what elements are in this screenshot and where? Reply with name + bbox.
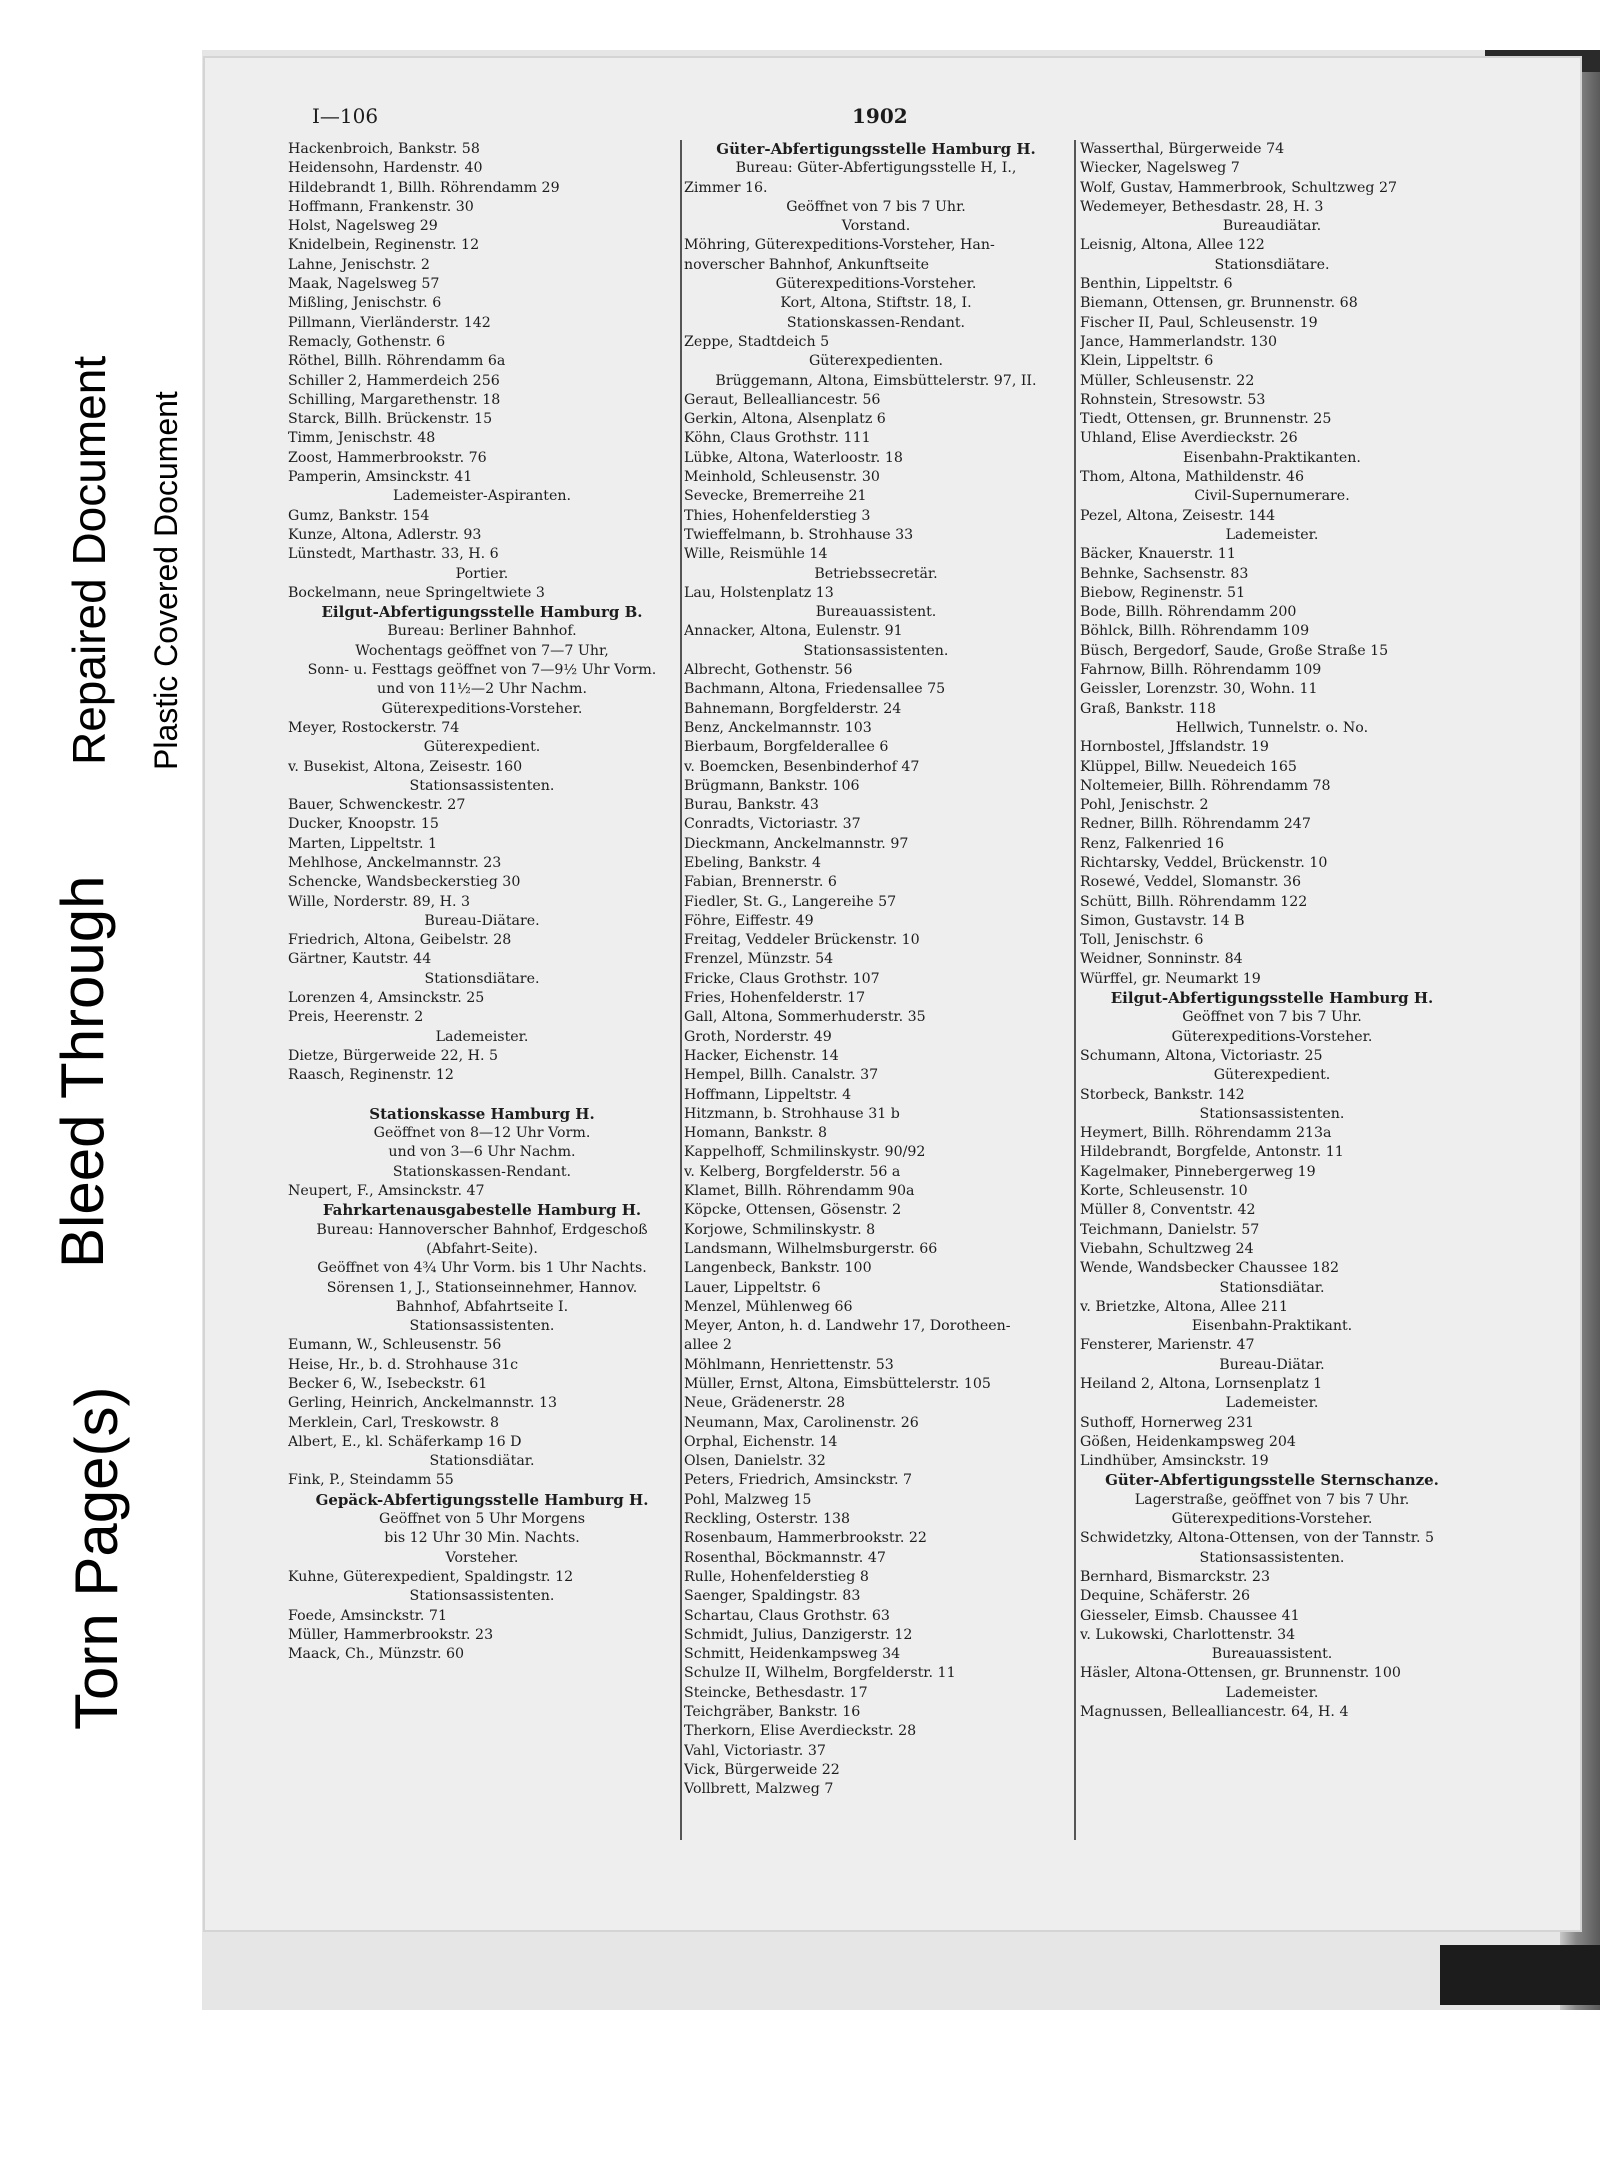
directory-entry: Lübke, Altona, Waterloostr. 18 [684,449,903,466]
directory-entry: Vick, Bürgerweide 22 [684,1761,840,1778]
section-subheading: Stationsassistenten. [1199,1105,1345,1122]
directory-entry: v. Lukowski, Charlottenstr. 34 [1080,1626,1296,1643]
directory-entry: Wolf, Gustav, Hammerbrook, Schultzweg 27 [1080,179,1398,196]
directory-entry: Heidensohn, Hardenstr. 40 [288,160,483,177]
section-subheading: Güterexpedient. [423,739,541,756]
directory-entry: Wille, Norderstr. 89, H. 3 [288,893,471,910]
directory-entry: Gumz, Bankstr. 154 [288,507,430,524]
directory-entry: Langenbeck, Bankstr. 100 [684,1260,872,1277]
section-subheading: Lademeister. [1225,526,1319,543]
directory-entry: Schütt, Billh. Röhrendamm 122 [1080,893,1308,910]
section-subheading: Bureau-Diätar. [1219,1356,1325,1373]
section-subheading: Güterexpeditions-Vorsteher. [1171,1028,1373,1045]
directory-entry: Thies, Hohenfelderstieg 3 [684,507,871,524]
directory-entry: Müller, Hammerbrookstr. 23 [288,1626,494,1643]
section-subheading: und von 3—6 Uhr Nachm. [388,1144,576,1161]
directory-entry: Neue, Grädenerstr. 28 [684,1395,846,1412]
directory-entry: Suthoff, Hornerweg 231 [1080,1414,1255,1431]
directory-entry: Remacly, Gothenstr. 6 [288,333,446,350]
directory-entry: Annacker, Altona, Eulenstr. 91 [684,623,903,640]
directory-entry: v. Boemcken, Besenbinderhof 47 [684,758,920,775]
directory-entry: Bäcker, Knauerstr. 11 [1080,546,1236,563]
directory-entry: Würffel, gr. Neumarkt 19 [1080,970,1261,987]
directory-entry: Röthel, Billh. Röhrendamm 6a [288,353,506,370]
directory-entry: Wende, Wandsbecker Chaussee 182 [1080,1260,1340,1277]
directory-entry: Fricke, Claus Grothstr. 107 [684,970,880,987]
stamp-repaired-document: Repaired Document [63,355,115,765]
directory-entry: Gößen, Heidenkampsweg 204 [1080,1433,1296,1450]
directory-entry: v. Brietzke, Altona, Allee 211 [1080,1298,1289,1315]
directory-entry: Möhlmann, Henriettenstr. 53 [684,1356,894,1373]
directory-entry: Mißling, Jenischstr. 6 [288,295,442,312]
section-subheading: Eisenbahn-Praktikanten. [1183,449,1361,466]
section-subheading: Bureauassistent. [815,604,937,621]
directory-entry: Graß, Bankstr. 118 [1080,700,1216,717]
section-subheading: Stationsdiätar. [429,1453,535,1470]
directory-entry: v. Busekist, Altona, Zeisestr. 160 [288,758,523,775]
directory-entry: Schiller 2, Hammerdeich 256 [288,372,500,389]
section-subheading: Güterexpedienten. [808,353,944,370]
directory-entry: Schencke, Wandsbeckerstieg 30 [288,874,521,891]
directory-entry: Heise, Hr., b. d. Strohhause 31c [288,1356,519,1373]
directory-entry: Meinhold, Schleusenstr. 30 [684,469,880,486]
section-subheading: Bahnhof, Abfahrtseite I. [395,1298,569,1315]
directory-entry: Benz, Anckelmannstr. 103 [684,719,872,736]
directory-entry: Schmitt, Heidenkampsweg 34 [684,1646,901,1663]
directory-entry: Groth, Norderstr. 49 [684,1028,832,1045]
directory-entry: Zeppe, Stadtdeich 5 [684,333,830,350]
section-subheading: Stationsassistenten. [803,642,949,659]
directory-entry: Dequine, Schäferstr. 26 [1080,1588,1251,1605]
directory-entry: Thom, Altona, Mathildenstr. 46 [1080,469,1305,486]
section-subheading: Stationsassistenten. [409,1318,555,1335]
section-subheading: und von 11½—2 Uhr Nachm. [377,681,587,698]
directory-entry: v. Kelberg, Borgfelderstr. 56 a [684,1163,901,1180]
directory-entry: Köhn, Claus Grothstr. 111 [684,430,871,447]
directory-entry: Korte, Schleusenstr. 10 [1080,1183,1248,1200]
directory-entry: Lindhüber, Amsinckstr. 19 [1080,1453,1269,1470]
section-subheading: Geöffnet von 7 bis 7 Uhr. [786,198,966,215]
directory-entry: Hornbostel, Jffslandstr. 19 [1080,739,1269,756]
section-heading: Güter-Abfertigungsstelle Sternschanze. [1105,1471,1439,1490]
directory-entry: Neumann, Max, Carolinenstr. 26 [684,1414,919,1431]
section-heading: Gepäck-Abfertigungsstelle Hamburg H. [315,1490,649,1509]
directory-entry: Pillmann, Vierländerstr. 142 [288,314,491,331]
directory-entry: Hackenbroich, Bankstr. 58 [288,141,480,157]
directory-entry: Klüppel, Billw. Neuedeich 165 [1080,758,1297,775]
directory-entry: Schulze II, Wilhelm, Borgfelderstr. 11 [684,1665,956,1682]
directory-entry: Simon, Gustavstr. 14 B [1080,912,1245,929]
directory-entry: Pezel, Altona, Zeisestr. 144 [1080,507,1276,524]
directory-entry: Büsch, Bergedorf, Saude, Große Straße 15 [1080,642,1389,659]
directory-entry: Ducker, Knoopstr. 15 [288,816,439,833]
directory-entry: Geraut, Bellealliancestr. 56 [684,391,881,408]
scan-marker-bottom [1440,1945,1600,2005]
directory-entry: Fahrnow, Billh. Röhrendamm 109 [1080,662,1322,679]
directory-entry: Albert, E., kl. Schäferkamp 16 D [288,1433,522,1450]
directory-entry: Rulle, Hohenfelderstieg 8 [684,1568,869,1585]
directory-entry: Geissler, Lorenzstr. 30, Wohn. 11 [1080,681,1318,698]
section-subheading: Stationsassistenten. [1199,1549,1345,1566]
directory-entry: Müller, Schleusenstr. 22 [1080,372,1255,389]
directory-entry: Knidelbein, Reginenstr. 12 [288,237,480,254]
directory-entry: Timm, Jenischstr. 48 [288,430,436,447]
directory-entry: Weidner, Sonninstr. 84 [1080,951,1243,968]
section-subheading: Bureau: Hannoverscher Bahnhof, Erdgeschoß [316,1221,648,1238]
column-middle [684,140,1068,1800]
section-subheading: Geöffnet von 7 bis 7 Uhr. [1182,1009,1362,1026]
directory-entry: Bachmann, Altona, Friedensallee 75 [684,681,946,698]
directory-entry: Uhland, Elise Averdieckstr. 26 [1080,430,1298,447]
directory-entry: Hitzmann, b. Strohhause 31 b [684,1105,900,1122]
directory-entry: Wedemeyer, Bethesdastr. 28, H. 3 [1080,198,1324,215]
directory-entry: Viebahn, Schultzweg 24 [1080,1240,1254,1257]
directory-entry: Raasch, Reginenstr. 12 [288,1067,454,1084]
directory-entry: Renz, Falkenried 16 [1080,835,1225,852]
directory-entry: Rosenthal, Böckmannstr. 47 [684,1549,886,1566]
directory-entry: Wiecker, Nagelsweg 7 [1080,160,1240,177]
column-left [288,140,676,1664]
directory-entry: Heymert, Billh. Röhrendamm 213a [1080,1125,1332,1142]
section-subheading: bis 12 Uhr 30 Min. Nachts. [384,1530,580,1547]
section-subheading: Güterexpedient. [1213,1067,1331,1084]
directory-entry: Bauer, Schwenckestr. 27 [288,797,466,814]
section-subheading: Lagerstraße, geöffnet von 7 bis 7 Uhr. [1134,1491,1410,1508]
section-heading: Eilgut-Abfertigungsstelle Hamburg B. [321,603,643,622]
section-subheading: Vorsteher. [445,1549,519,1566]
column-divider [680,140,682,1840]
directory-entry: Teichmann, Danielstr. 57 [1080,1221,1260,1238]
section-subheading: Brüggemann, Altona, Eimsbüttelerstr. 97, II. [715,372,1037,389]
directory-entry: Lorenzen 4, Amsinckstr. 25 [288,990,485,1007]
directory-entry: Olsen, Danielstr. 32 [684,1453,826,1470]
section-subheading: Bureaudiätar. [1222,218,1322,235]
directory-entry: Holst, Nagelsweg 29 [288,218,438,235]
section-subheading: Geöffnet von 8—12 Uhr Vorm. [373,1125,591,1142]
directory-entry: Dietze, Bürgerweide 22, H. 5 [288,1047,499,1064]
directory-entry: Tiedt, Ottensen, gr. Brunnenstr. 25 [1080,411,1332,428]
stamp-bleed-through: Bleed Through [49,875,116,1268]
directory-entry: Schmidt, Julius, Danzigerstr. 12 [684,1626,913,1643]
directory-entry: Müller 8, Conventstr. 42 [1080,1202,1256,1219]
directory-entry: Lünstedt, Marthastr. 33, H. 6 [288,546,499,563]
directory-entry: Noltemeier, Billh. Röhrendamm 78 [1080,777,1331,794]
stamp-torn-pages: Torn Page(s) [63,1386,130,1730]
directory-entry: Heiland 2, Altona, Lornsenplatz 1 [1080,1376,1323,1392]
directory-entry: Pohl, Jenischstr. 2 [1080,797,1209,814]
directory-entry: Bode, Billh. Röhrendamm 200 [1080,604,1297,621]
section-subheading: Stationsdiätare. [1214,256,1330,273]
directory-entry: Wasserthal, Bürgerweide 74 [1080,141,1285,157]
section-heading: Eilgut-Abfertigungsstelle Hamburg H. [1110,989,1434,1008]
directory-entry: Giesseler, Eimsb. Chaussee 41 [1080,1607,1300,1624]
section-subheading: Güterexpeditions-Vorsteher. [775,276,977,293]
directory-entry: Zimmer 16. [684,179,768,196]
directory-entry: Richtarsky, Veddel, Brückenstr. 10 [1080,854,1328,871]
directory-entry: Schumann, Altona, Victoriastr. 25 [1080,1047,1323,1064]
directory-entry: Maak, Nagelsweg 57 [288,276,440,293]
section-subheading: Vorstand. [841,218,911,235]
directory-entry: Dieckmann, Anckelmannstr. 97 [684,835,909,852]
directory-entry: Schwidetzky, Altona-Ottensen, von der Tannstr. 5 [1080,1530,1435,1547]
directory-entry: Fiedler, St. G., Langereihe 57 [684,893,897,910]
section-subheading: Lademeister. [1225,1395,1319,1412]
directory-entry: Kagelmaker, Pinnebergerweg 19 [1080,1163,1316,1180]
directory-entry: Toll, Jenischstr. 6 [1080,932,1204,949]
directory-entry: Lauer, Lippeltstr. 6 [684,1279,821,1296]
directory-entry: Behnke, Sachsenstr. 83 [1080,565,1249,582]
directory-entry: Rohnstein, Stresowstr. 53 [1080,391,1266,408]
section-subheading: Eisenbahn-Praktikant. [1191,1318,1353,1335]
directory-entry: Biemann, Ottensen, gr. Brunnenstr. 68 [1080,295,1358,312]
section-subheading: (Abfahrt-Seite). [426,1240,538,1257]
directory-entry: Redner, Billh. Röhrendamm 247 [1080,816,1311,833]
section-subheading: Civil-Supernumerare. [1194,488,1350,505]
directory-entry: Fabian, Brennerstr. 6 [684,874,837,891]
directory-entry: Hildebrandt, Borgfelde, Antonstr. 11 [1080,1144,1344,1161]
directory-entry: Bockelmann, neue Springeltwiete 3 [288,584,545,601]
page-year: 1902 [852,104,908,128]
directory-entry: Benthin, Lippeltstr. 6 [1080,276,1233,293]
directory-entry [288,1086,676,1105]
section-subheading: Stationsassistenten. [409,1588,555,1605]
directory-entry: Peters, Friedrich, Amsinckstr. 7 [684,1472,912,1489]
directory-entry: Möhring, Güterexpeditions-Vorsteher, Han- [684,237,995,254]
directory-entry: Friedrich, Altona, Geibelstr. 28 [288,932,512,949]
section-subheading: Lademeister. [1225,1684,1319,1701]
directory-entry: Hoffmann, Frankenstr. 30 [288,198,474,215]
directory-entry: Zoost, Hammerbrookstr. 76 [288,449,487,466]
directory-entry: Fries, Hohenfelderstr. 17 [684,990,866,1007]
directory-entry: Foede, Amsinckstr. 71 [288,1607,447,1624]
directory-entry: Biebow, Reginenstr. 51 [1080,584,1246,601]
section-subheading: Hellwich, Tunnelstr. o. No. [1175,719,1369,736]
directory-entry: Preis, Heerenstr. 2 [288,1009,424,1026]
directory-entry: Magnussen, Bellealliancestr. 64, H. 4 [1080,1704,1349,1721]
column-divider [1074,140,1076,1840]
directory-entry: Bierbaum, Borgfelderallee 6 [684,739,889,756]
section-subheading: Kort, Altona, Stiftstr. 18, I. [780,295,972,312]
directory-entry: Klein, Lippeltstr. 6 [1080,353,1214,370]
directory-entry: Storbeck, Bankstr. 142 [1080,1086,1245,1103]
directory-entry: Sevecke, Bremerreihe 21 [684,488,867,505]
directory-entry: Mehlhose, Anckelmannstr. 23 [288,854,502,871]
directory-entry: Hildebrandt 1, Billh. Röhrendamm 29 [288,179,560,196]
section-subheading: Sörensen 1, J., Stationseinnehmer, Hannov. [326,1279,638,1296]
directory-entry: Orphal, Eichenstr. 14 [684,1433,838,1450]
directory-entry: Burau, Bankstr. 43 [684,797,819,814]
section-heading: Güter-Abfertigungsstelle Hamburg H. [716,140,1036,158]
directory-entry: Bahnemann, Borgfelderstr. 24 [684,700,902,717]
directory-entry: Neupert, F., Amsinckstr. 47 [288,1183,485,1200]
directory-entry: Meyer, Anton, h. d. Landwehr 17, Dorotheen- [684,1318,1011,1335]
section-subheading: Stationsassistenten. [409,777,555,794]
section-subheading: Betriebssecretär. [814,565,938,582]
directory-entry: Kappelhoff, Schmilinskystr. 90/92 [684,1144,926,1161]
section-subheading: Sonn- u. Festtags geöffnet von 7—9½ Uhr Vorm. [307,662,657,679]
directory-entry: Brügmann, Bankstr. 106 [684,777,860,794]
section-subheading: Geöffnet von 5 Uhr Morgens [379,1511,585,1528]
directory-entry: Gerkin, Altona, Alsenplatz 6 [684,411,886,428]
directory-entry: Frenzel, Münzstr. 54 [684,951,834,968]
section-subheading: Bureau-Diätare. [424,912,540,929]
directory-entry: Vollbrett, Malzweg 7 [684,1781,834,1798]
directory-entry: Korjowe, Schmilinskystr. 8 [684,1221,876,1238]
stamp-plastic-covered: Plastic Covered Document [148,391,184,770]
directory-entry: Homann, Bankstr. 8 [684,1125,827,1142]
directory-entry: Rosenbaum, Hammerbrookstr. 22 [684,1530,927,1547]
page-number: I—106 [312,104,379,128]
directory-entry: Klamet, Billh. Röhrendamm 90a [684,1183,915,1200]
directory-entry: Müller, Ernst, Altona, Eimsbüttelerstr. 105 [684,1376,991,1392]
directory-entry: Köpcke, Ottensen, Gösenstr. 2 [684,1202,902,1219]
directory-entry: Gall, Altona, Sommerhuderstr. 35 [684,1009,926,1026]
section-subheading: Portier. [455,565,509,582]
directory-entry: allee 2 [684,1337,732,1354]
section-subheading: Stationskassen-Rendant. [786,314,966,331]
directory-entry: Merklein, Carl, Treskowstr. 8 [288,1414,500,1431]
directory-entry: Fink, P., Steindamm 55 [288,1472,454,1489]
directory-entry: Leisnig, Altona, Allee 122 [1080,237,1265,254]
directory-entry: Therkorn, Elise Averdieckstr. 28 [684,1723,917,1740]
directory-entry: Steincke, Bethesdastr. 17 [684,1684,868,1701]
section-subheading: Stationskassen-Rendant. [392,1163,572,1180]
section-subheading: Lademeister. [435,1028,529,1045]
directory-entry: Albrecht, Gothenstr. 56 [684,662,853,679]
section-subheading: Bureau: Berliner Bahnhof. [387,623,577,640]
directory-entry: Vahl, Victoriastr. 37 [684,1742,826,1759]
directory-entry: Reckling, Osterstr. 138 [684,1511,851,1528]
directory-entry: Gärtner, Kautstr. 44 [288,951,432,968]
section-subheading: Güterexpeditions-Vorsteher. [1171,1511,1373,1528]
section-subheading: Bureau: Güter-Abfertigungsstelle H, I., [735,160,1017,177]
section-subheading: Stationsdiätar. [1219,1279,1325,1296]
directory-entry: Conradts, Victoriastr. 37 [684,816,861,833]
section-subheading: Geöffnet von 4¾ Uhr Vorm. bis 1 Uhr Nachts. [317,1260,647,1277]
directory-entry: Menzel, Mühlenweg 66 [684,1298,853,1315]
directory-entry: Starck, Billh. Brückenstr. 15 [288,411,493,428]
directory-entry: Landsmann, Wilhelmsburgerstr. 66 [684,1240,938,1257]
directory-entry: Freitag, Veddeler Brückenstr. 10 [684,932,920,949]
directory-entry: Pamperin, Amsinckstr. 41 [288,469,473,486]
directory-entry: Fischer II, Paul, Schleusenstr. 19 [1080,314,1318,331]
directory-entry: Böhlck, Billh. Röhrendamm 109 [1080,623,1310,640]
directory-entry: Meyer, Rostockerstr. 74 [288,719,460,736]
directory-entry: Hempel, Billh. Canalstr. 37 [684,1067,879,1084]
section-heading: Stationskasse Hamburg H. [369,1104,595,1123]
directory-entry: Häsler, Altona-Ottensen, gr. Brunnenstr. 100 [1080,1665,1401,1682]
directory-entry: Föhre, Eiffestr. 49 [684,912,814,929]
section-subheading: Güterexpeditions-Vorsteher. [381,700,583,717]
directory-entry: Ebeling, Bankstr. 4 [684,854,822,871]
directory-entry: Eumann, W., Schleusenstr. 56 [288,1337,502,1354]
column-right [1080,140,1464,1722]
directory-entry: Kuhne, Güterexpedient, Spaldingstr. 12 [288,1568,574,1585]
directory-entry: Wille, Reismühle 14 [684,546,828,563]
directory-entry: Lau, Holstenplatz 13 [684,584,834,601]
section-subheading: Wochentags geöffnet von 7—7 Uhr, [355,642,609,659]
directory-entry: Maack, Ch., Münzstr. 60 [288,1646,465,1663]
directory-entry: Pohl, Malzweg 15 [684,1491,812,1508]
directory-entry: Teichgräber, Bankstr. 16 [684,1704,861,1721]
directory-entry: Bernhard, Bismarckstr. 23 [1080,1568,1270,1585]
directory-entry: Rosewé, Veddel, Slomanstr. 36 [1080,874,1302,891]
section-heading: Fahrkartenausgabestelle Hamburg H. [322,1201,642,1220]
directory-entry: Schilling, Margarethenstr. 18 [288,391,501,408]
directory-entry: noverscher Bahnhof, Ankunftseite [684,256,930,273]
directory-entry: Marten, Lippeltstr. 1 [288,835,438,852]
section-subheading: Stationsdiätare. [424,970,540,987]
directory-entry: Gerling, Heinrich, Anckelmannstr. 13 [288,1395,558,1412]
directory-entry: Fensterer, Marienstr. 47 [1080,1337,1255,1354]
directory-entry: Jance, Hammerlandstr. 130 [1080,333,1278,350]
directory-entry: Kunze, Altona, Adlerstr. 93 [288,526,482,543]
section-subheading: Bureauassistent. [1211,1646,1333,1663]
section-subheading: Lademeister-Aspiranten. [393,488,571,505]
directory-entry: Becker 6, W., Isebeckstr. 61 [288,1376,488,1392]
directory-entry: Schartau, Claus Grothstr. 63 [684,1607,890,1624]
directory-entry: Hacker, Eichenstr. 14 [684,1047,839,1064]
directory-entry: Hoffmann, Lippeltstr. 4 [684,1086,852,1103]
directory-entry: Twieffelmann, b. Strohhause 33 [684,526,914,543]
directory-entry: Saenger, Spaldingstr. 83 [684,1588,861,1605]
directory-entry: Lahne, Jenischstr. 2 [288,256,430,273]
